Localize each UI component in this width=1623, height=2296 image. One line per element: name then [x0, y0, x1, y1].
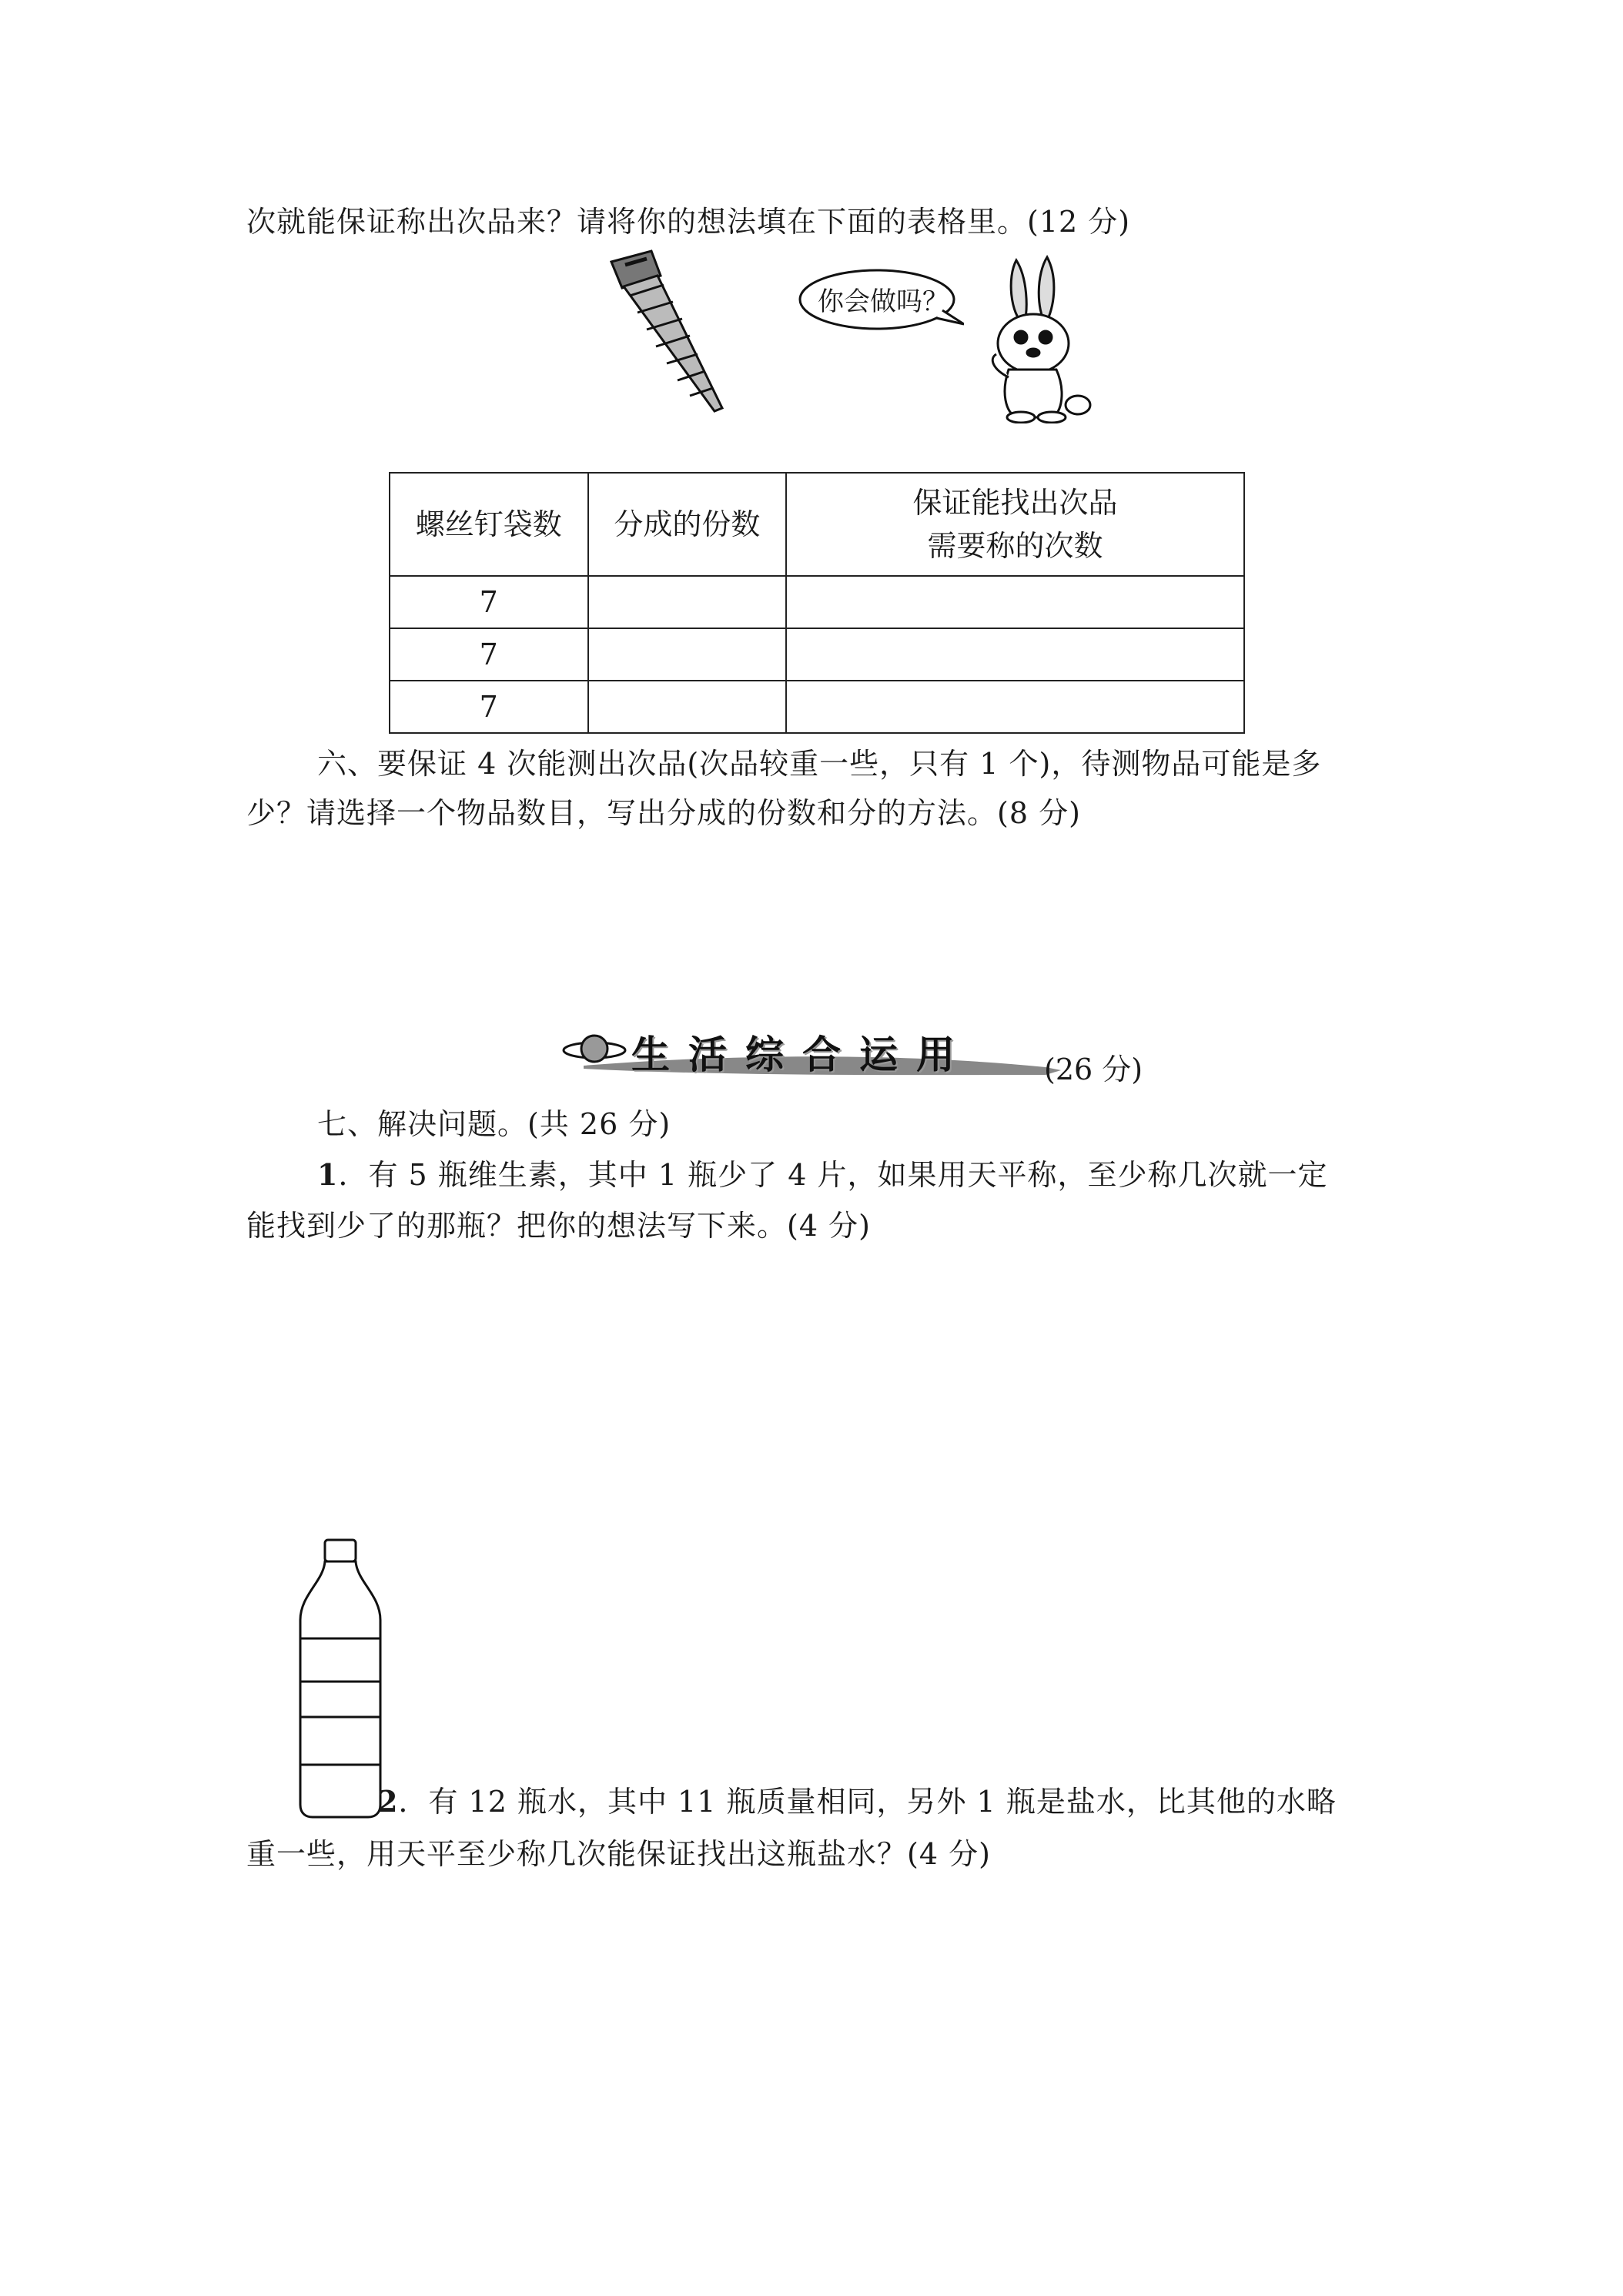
cell-weighings[interactable] — [786, 576, 1244, 628]
header-weighings-line2: 需要称的次数 — [927, 529, 1103, 563]
question-6-line1: 六、要保证 4 次能测出次品(次品较重一些，只有 1 个)，待测物品可能是多 — [317, 747, 1322, 781]
item2-text: ．有 12 瓶水，其中 11 瓶质量相同，另外 1 瓶是盐水，比其他的水略 — [398, 1785, 1337, 1819]
section-banner — [561, 1022, 1146, 1084]
question-6-line2: 少？请选择一个物品数目，写出分成的份数和分的方法。(8 分) — [246, 796, 1081, 830]
item1-number: 1 — [317, 1157, 339, 1192]
cell-bag-count: 7 — [390, 628, 588, 681]
question-7-item2-line1 — [377, 1782, 1337, 1822]
screw-illustration — [607, 248, 738, 417]
question-5-continuation: 次就能保证称出次品来？请将你的想法填在下面的表格里。(12 分) — [246, 205, 1131, 239]
header-weighings-line1: 保证能找出次品 — [912, 486, 1118, 520]
water-bottle-illustration — [294, 1535, 387, 1820]
question-7-heading: 七、解决问题。(共 26 分) — [317, 1107, 671, 1141]
header-bag-count: 螺丝钉袋数 — [390, 473, 588, 576]
item1-text: ．有 5 瓶维生素，其中 1 瓶少了 4 片，如果用天平称，至少称几次就一定 — [338, 1158, 1328, 1192]
table-row — [390, 628, 1244, 681]
section-score: (26 分) — [1044, 1053, 1143, 1086]
rabbit-illustration — [962, 254, 1109, 423]
speech-bubble-text: 你会做吗？ — [818, 286, 949, 317]
cell-parts[interactable] — [588, 576, 787, 628]
header-parts: 分成的份数 — [588, 473, 787, 576]
cell-bag-count: 7 — [390, 681, 588, 733]
section-title: 生活综合运用 — [631, 1033, 973, 1077]
header-weighings — [786, 473, 1244, 576]
table-row — [390, 681, 1244, 733]
cell-parts[interactable] — [588, 681, 787, 733]
item2-number: 2 — [377, 1784, 399, 1819]
cell-weighings[interactable] — [786, 628, 1244, 681]
cell-weighings[interactable] — [786, 681, 1244, 733]
question-7-item2-line2: 重一些，用天平至少称几次能保证找出这瓶盐水？(4 分) — [246, 1837, 991, 1871]
table-header-row — [390, 473, 1244, 576]
cell-parts[interactable] — [588, 628, 787, 681]
cell-bag-count: 7 — [390, 576, 588, 628]
question-7-item1-line2: 能找到少了的那瓶？把你的想法写下来。(4 分) — [246, 1209, 871, 1243]
answer-table — [389, 472, 1245, 734]
table-row — [390, 576, 1244, 628]
question-7-item1-line1 — [317, 1155, 1327, 1195]
